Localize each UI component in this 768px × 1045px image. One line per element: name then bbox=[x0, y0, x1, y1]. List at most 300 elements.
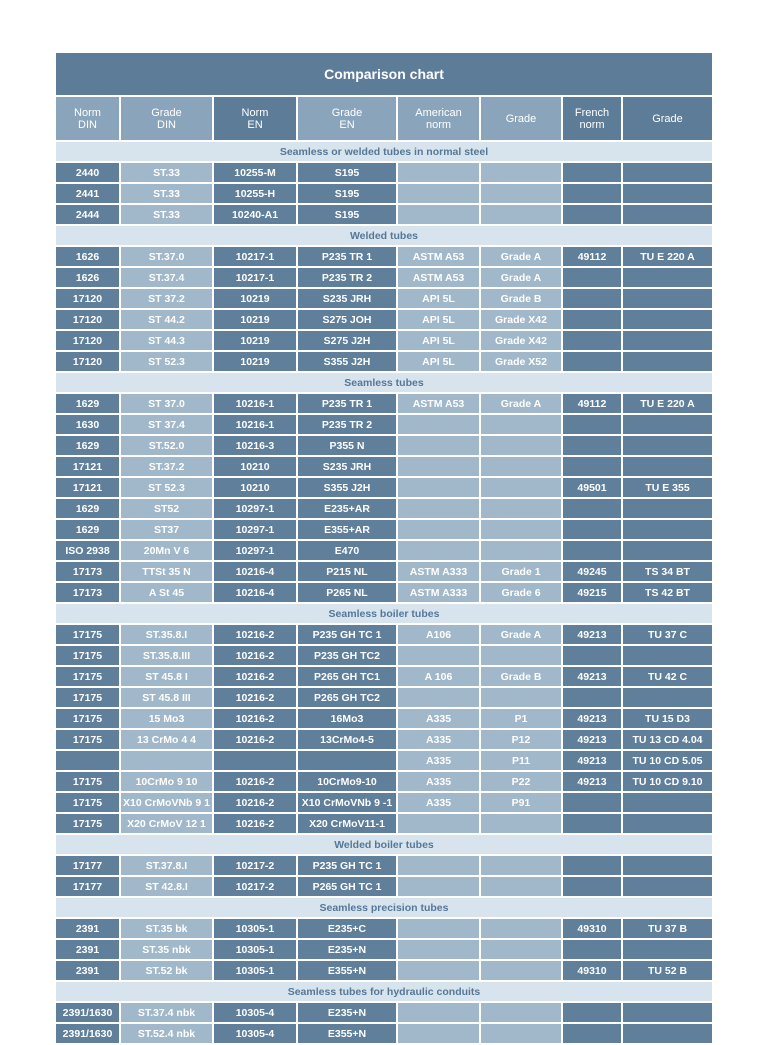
table-row bbox=[56, 561, 712, 582]
cell-grade-en: S275 JOH bbox=[297, 309, 397, 330]
table-row bbox=[56, 666, 712, 687]
cell-grade-en: S195 bbox=[297, 183, 397, 204]
cell-grade-en: P265 GH TC2 bbox=[297, 687, 397, 708]
cell-grade-en: 16Mo3 bbox=[297, 708, 397, 729]
cell-grade-en bbox=[297, 750, 397, 771]
cell-american-grade: Grade A bbox=[480, 624, 562, 645]
cell-norm-en: 10216-1 bbox=[213, 393, 297, 414]
header-french-grade: Grade bbox=[622, 97, 712, 141]
table-row bbox=[56, 624, 712, 645]
cell-grade-din: ST.33 bbox=[120, 183, 213, 204]
cell-grade-en: P235 TR 1 bbox=[297, 393, 397, 414]
section-header-row bbox=[56, 981, 712, 1002]
cell-norm-din: 17175 bbox=[56, 729, 120, 750]
cell-american-grade bbox=[480, 204, 562, 225]
cell-american-grade bbox=[480, 519, 562, 540]
cell-american-grade: P11 bbox=[480, 750, 562, 771]
cell-french-grade bbox=[622, 939, 712, 960]
table-row bbox=[56, 498, 712, 519]
cell-french-grade bbox=[622, 309, 712, 330]
cell-french-norm: 49213 bbox=[562, 750, 622, 771]
cell-grade-en: E235+N bbox=[297, 939, 397, 960]
cell-grade-en: 10CrMo9-10 bbox=[297, 771, 397, 792]
cell-norm-en: 10255-M bbox=[213, 162, 297, 183]
cell-american-norm: ASTM A53 bbox=[397, 246, 480, 267]
cell-norm-en: 10305-4 bbox=[213, 1023, 297, 1044]
cell-american-norm: A335 bbox=[397, 792, 480, 813]
cell-norm-en: 10216-2 bbox=[213, 645, 297, 666]
cell-french-grade bbox=[622, 183, 712, 204]
header-norm-din: Norm DIN bbox=[56, 97, 120, 141]
cell-american-norm bbox=[397, 645, 480, 666]
cell-norm-din: 2391 bbox=[56, 939, 120, 960]
cell-grade-en: 13CrMo4-5 bbox=[297, 729, 397, 750]
cell-grade-din: ST.37.0 bbox=[120, 246, 213, 267]
chart-title: Comparison chart bbox=[56, 53, 712, 97]
cell-norm-en: 10240-A1 bbox=[213, 204, 297, 225]
cell-norm-en: 10219 bbox=[213, 309, 297, 330]
cell-grade-en: S355 J2H bbox=[297, 477, 397, 498]
cell-french-grade bbox=[622, 330, 712, 351]
cell-norm-din: 2444 bbox=[56, 204, 120, 225]
cell-norm-din: 17175 bbox=[56, 792, 120, 813]
cell-grade-din: ST 44.2 bbox=[120, 309, 213, 330]
cell-french-norm bbox=[562, 498, 622, 519]
cell-french-grade bbox=[622, 204, 712, 225]
cell-american-grade bbox=[480, 540, 562, 561]
cell-norm-en: 10297-1 bbox=[213, 540, 297, 561]
cell-french-grade: TU 52 B bbox=[622, 960, 712, 981]
cell-norm-din: 2440 bbox=[56, 162, 120, 183]
cell-grade-din: ST.37.2 bbox=[120, 456, 213, 477]
cell-american-grade: Grade 6 bbox=[480, 582, 562, 603]
table-row bbox=[56, 645, 712, 666]
cell-french-norm bbox=[562, 267, 622, 288]
cell-norm-din: 17175 bbox=[56, 813, 120, 834]
cell-french-norm: 49112 bbox=[562, 246, 622, 267]
cell-grade-din bbox=[120, 750, 213, 771]
cell-norm-din: 17121 bbox=[56, 456, 120, 477]
table-row bbox=[56, 204, 712, 225]
cell-american-norm bbox=[397, 498, 480, 519]
cell-norm-en: 10216-2 bbox=[213, 708, 297, 729]
cell-french-norm bbox=[562, 813, 622, 834]
cell-american-grade: Grade B bbox=[480, 666, 562, 687]
cell-french-grade: TU E 355 bbox=[622, 477, 712, 498]
cell-grade-din: ST.35.8.III bbox=[120, 645, 213, 666]
cell-french-grade bbox=[622, 456, 712, 477]
table-row bbox=[56, 939, 712, 960]
table-row bbox=[56, 288, 712, 309]
cell-french-grade bbox=[622, 1023, 712, 1044]
table-row bbox=[56, 708, 712, 729]
cell-grade-en: P235 GH TC2 bbox=[297, 645, 397, 666]
cell-french-grade bbox=[622, 519, 712, 540]
cell-french-norm bbox=[562, 330, 622, 351]
cell-french-norm: 49501 bbox=[562, 477, 622, 498]
cell-french-norm bbox=[562, 351, 622, 372]
section-header-row bbox=[56, 372, 712, 393]
cell-norm-en: 10219 bbox=[213, 330, 297, 351]
cell-american-grade bbox=[480, 456, 562, 477]
table-row bbox=[56, 918, 712, 939]
cell-norm-din: 17173 bbox=[56, 582, 120, 603]
cell-grade-din: TTSt 35 N bbox=[120, 561, 213, 582]
table-row bbox=[56, 813, 712, 834]
cell-norm-en: 10219 bbox=[213, 288, 297, 309]
cell-norm-en: 10210 bbox=[213, 456, 297, 477]
cell-norm-en: 10216-2 bbox=[213, 729, 297, 750]
cell-american-grade: Grade A bbox=[480, 246, 562, 267]
cell-american-norm bbox=[397, 855, 480, 876]
section-header-row bbox=[56, 834, 712, 855]
cell-norm-din: 1626 bbox=[56, 267, 120, 288]
cell-grade-din: A St 45 bbox=[120, 582, 213, 603]
cell-french-norm bbox=[562, 645, 622, 666]
table-row bbox=[56, 162, 712, 183]
cell-grade-din: ST 37.4 bbox=[120, 414, 213, 435]
table-row bbox=[56, 246, 712, 267]
cell-french-norm bbox=[562, 204, 622, 225]
table-row bbox=[56, 393, 712, 414]
cell-grade-din: ST.35.8.I bbox=[120, 624, 213, 645]
cell-grade-en: P265 GH TC 1 bbox=[297, 876, 397, 897]
cell-norm-din: 2391 bbox=[56, 960, 120, 981]
cell-grade-din: ST 52.3 bbox=[120, 477, 213, 498]
table-row bbox=[56, 519, 712, 540]
cell-french-norm bbox=[562, 540, 622, 561]
cell-american-norm: API 5L bbox=[397, 330, 480, 351]
cell-grade-en: P265 GH TC1 bbox=[297, 666, 397, 687]
cell-norm-din: 17120 bbox=[56, 309, 120, 330]
cell-grade-din: ST 42.8.I bbox=[120, 876, 213, 897]
cell-american-grade bbox=[480, 477, 562, 498]
cell-grade-en: X10 CrMoVNb 9 -1 bbox=[297, 792, 397, 813]
cell-french-norm bbox=[562, 792, 622, 813]
cell-norm-din: 17177 bbox=[56, 855, 120, 876]
cell-american-grade bbox=[480, 1023, 562, 1044]
cell-american-norm: ASTM A333 bbox=[397, 582, 480, 603]
cell-american-grade: P12 bbox=[480, 729, 562, 750]
cell-norm-din: 17175 bbox=[56, 771, 120, 792]
cell-french-grade: TU E 220 A bbox=[622, 393, 712, 414]
cell-grade-din: ST.37.8.I bbox=[120, 855, 213, 876]
cell-grade-din: 20Mn V 6 bbox=[120, 540, 213, 561]
section-title: Seamless or welded tubes in normal steel bbox=[56, 141, 712, 162]
table-row bbox=[56, 855, 712, 876]
cell-american-norm bbox=[397, 687, 480, 708]
cell-french-grade: TS 42 BT bbox=[622, 582, 712, 603]
cell-american-grade: Grade X42 bbox=[480, 330, 562, 351]
table-row bbox=[56, 477, 712, 498]
cell-french-norm: 49213 bbox=[562, 708, 622, 729]
cell-american-norm bbox=[397, 876, 480, 897]
cell-grade-din: ST 37.2 bbox=[120, 288, 213, 309]
section-header-row bbox=[56, 897, 712, 918]
cell-american-grade bbox=[480, 813, 562, 834]
cell-norm-en: 10216-4 bbox=[213, 561, 297, 582]
cell-american-norm bbox=[397, 1023, 480, 1044]
cell-norm-din: 2441 bbox=[56, 183, 120, 204]
cell-french-norm: 49213 bbox=[562, 729, 622, 750]
cell-grade-din: ST37 bbox=[120, 519, 213, 540]
cell-norm-din: 2391 bbox=[56, 918, 120, 939]
section-header-row bbox=[56, 141, 712, 162]
cell-grade-en: S195 bbox=[297, 162, 397, 183]
cell-french-norm bbox=[562, 876, 622, 897]
cell-grade-din: 15 Mo3 bbox=[120, 708, 213, 729]
cell-grade-din: ST.52.0 bbox=[120, 435, 213, 456]
cell-french-grade bbox=[622, 267, 712, 288]
cell-french-norm: 49310 bbox=[562, 960, 622, 981]
comparison-table bbox=[56, 97, 712, 1045]
cell-norm-din: 17173 bbox=[56, 561, 120, 582]
table-row bbox=[56, 582, 712, 603]
cell-grade-din: X10 CrMoVNb 9 1 bbox=[120, 792, 213, 813]
cell-french-grade bbox=[622, 498, 712, 519]
cell-grade-en: E470 bbox=[297, 540, 397, 561]
cell-norm-en: 10217-1 bbox=[213, 246, 297, 267]
cell-american-norm: A 106 bbox=[397, 666, 480, 687]
cell-norm-din: 1629 bbox=[56, 498, 120, 519]
cell-norm-din: 1629 bbox=[56, 435, 120, 456]
cell-american-grade: P91 bbox=[480, 792, 562, 813]
cell-american-grade: Grade A bbox=[480, 393, 562, 414]
cell-french-grade bbox=[622, 288, 712, 309]
cell-american-norm: A335 bbox=[397, 771, 480, 792]
cell-grade-din: ST.33 bbox=[120, 204, 213, 225]
cell-american-norm bbox=[397, 456, 480, 477]
cell-french-norm bbox=[562, 519, 622, 540]
cell-american-grade bbox=[480, 645, 562, 666]
cell-french-norm: 49213 bbox=[562, 771, 622, 792]
section-header-row bbox=[56, 603, 712, 624]
header-norm-en: Norm EN bbox=[213, 97, 297, 141]
cell-norm-en: 10217-1 bbox=[213, 267, 297, 288]
cell-grade-din: X20 CrMoV 12 1 bbox=[120, 813, 213, 834]
cell-norm-en: 10305-1 bbox=[213, 918, 297, 939]
cell-french-norm bbox=[562, 183, 622, 204]
cell-norm-din: 1626 bbox=[56, 246, 120, 267]
cell-norm-din: ISO 2938 bbox=[56, 540, 120, 561]
cell-norm-din: 17120 bbox=[56, 351, 120, 372]
section-title: Seamless tubes bbox=[56, 372, 712, 393]
cell-grade-en: E235+N bbox=[297, 1002, 397, 1023]
table-row bbox=[56, 183, 712, 204]
table-row bbox=[56, 729, 712, 750]
cell-american-grade bbox=[480, 1002, 562, 1023]
cell-french-norm bbox=[562, 1023, 622, 1044]
cell-american-norm bbox=[397, 162, 480, 183]
cell-grade-din: ST.37.4 bbox=[120, 267, 213, 288]
cell-grade-din: ST.33 bbox=[120, 162, 213, 183]
cell-grade-din: ST.52.4 nbk bbox=[120, 1023, 213, 1044]
cell-grade-en: S235 JRH bbox=[297, 456, 397, 477]
cell-french-norm bbox=[562, 855, 622, 876]
cell-norm-en: 10297-1 bbox=[213, 519, 297, 540]
cell-american-norm bbox=[397, 813, 480, 834]
cell-american-norm bbox=[397, 519, 480, 540]
table-row bbox=[56, 1002, 712, 1023]
cell-american-grade: Grade B bbox=[480, 288, 562, 309]
cell-grade-din: ST52 bbox=[120, 498, 213, 519]
cell-norm-din: 17120 bbox=[56, 330, 120, 351]
table-row bbox=[56, 687, 712, 708]
cell-american-norm: A335 bbox=[397, 750, 480, 771]
cell-norm-din: 17175 bbox=[56, 645, 120, 666]
cell-french-grade bbox=[622, 1002, 712, 1023]
cell-grade-en: P235 GH TC 1 bbox=[297, 624, 397, 645]
cell-american-grade bbox=[480, 687, 562, 708]
cell-american-grade: Grade A bbox=[480, 267, 562, 288]
cell-norm-en: 10216-2 bbox=[213, 666, 297, 687]
cell-american-grade bbox=[480, 183, 562, 204]
cell-norm-en: 10219 bbox=[213, 351, 297, 372]
cell-norm-din: 2391/1630 bbox=[56, 1002, 120, 1023]
cell-american-norm bbox=[397, 414, 480, 435]
cell-french-grade bbox=[622, 876, 712, 897]
table-row bbox=[56, 792, 712, 813]
table-row bbox=[56, 456, 712, 477]
cell-american-grade bbox=[480, 855, 562, 876]
cell-norm-en: 10216-2 bbox=[213, 687, 297, 708]
cell-grade-din: ST 45.8 I bbox=[120, 666, 213, 687]
cell-norm-en: 10210 bbox=[213, 477, 297, 498]
cell-norm-din: 17175 bbox=[56, 687, 120, 708]
table-row bbox=[56, 351, 712, 372]
cell-grade-en: E355+AR bbox=[297, 519, 397, 540]
cell-american-norm bbox=[397, 477, 480, 498]
cell-norm-din: 17177 bbox=[56, 876, 120, 897]
cell-american-norm: ASTM A53 bbox=[397, 393, 480, 414]
cell-american-grade bbox=[480, 162, 562, 183]
table-row bbox=[56, 267, 712, 288]
cell-french-grade bbox=[622, 414, 712, 435]
cell-french-norm bbox=[562, 162, 622, 183]
header-american-norm: American norm bbox=[397, 97, 480, 141]
cell-grade-din: ST.37.4 nbk bbox=[120, 1002, 213, 1023]
cell-american-norm: API 5L bbox=[397, 351, 480, 372]
cell-french-grade: TU 37 C bbox=[622, 624, 712, 645]
section-title: Seamless precision tubes bbox=[56, 897, 712, 918]
cell-french-grade bbox=[622, 792, 712, 813]
cell-grade-en: P235 TR 2 bbox=[297, 267, 397, 288]
cell-norm-en: 10216-2 bbox=[213, 813, 297, 834]
cell-norm-din: 17175 bbox=[56, 708, 120, 729]
header-american-grade: Grade bbox=[480, 97, 562, 141]
cell-grade-en: S275 J2H bbox=[297, 330, 397, 351]
cell-american-grade bbox=[480, 918, 562, 939]
cell-american-norm bbox=[397, 918, 480, 939]
cell-norm-din: 1630 bbox=[56, 414, 120, 435]
cell-french-norm bbox=[562, 687, 622, 708]
cell-american-norm: A106 bbox=[397, 624, 480, 645]
cell-grade-din: 13 CrMo 4 4 bbox=[120, 729, 213, 750]
table-row bbox=[56, 960, 712, 981]
cell-grade-en: P355 N bbox=[297, 435, 397, 456]
cell-norm-en: 10305-1 bbox=[213, 939, 297, 960]
cell-french-grade bbox=[622, 687, 712, 708]
cell-american-norm: A335 bbox=[397, 729, 480, 750]
cell-norm-din: 17175 bbox=[56, 666, 120, 687]
cell-french-grade bbox=[622, 540, 712, 561]
cell-french-grade bbox=[622, 351, 712, 372]
cell-french-grade: TU 15 D3 bbox=[622, 708, 712, 729]
cell-norm-en: 10305-4 bbox=[213, 1002, 297, 1023]
cell-american-norm: A335 bbox=[397, 708, 480, 729]
cell-french-norm bbox=[562, 288, 622, 309]
cell-norm-din bbox=[56, 750, 120, 771]
cell-grade-din: 10CrMo 9 10 bbox=[120, 771, 213, 792]
cell-norm-en: 10297-1 bbox=[213, 498, 297, 519]
table-row bbox=[56, 750, 712, 771]
cell-american-grade bbox=[480, 435, 562, 456]
cell-american-norm: ASTM A53 bbox=[397, 267, 480, 288]
cell-american-grade bbox=[480, 960, 562, 981]
cell-french-norm: 49215 bbox=[562, 582, 622, 603]
cell-norm-din: 1629 bbox=[56, 519, 120, 540]
cell-norm-din: 1629 bbox=[56, 393, 120, 414]
cell-american-norm: ASTM A333 bbox=[397, 561, 480, 582]
cell-french-grade: TU 42 C bbox=[622, 666, 712, 687]
cell-american-grade bbox=[480, 939, 562, 960]
table-row bbox=[56, 330, 712, 351]
cell-american-norm bbox=[397, 183, 480, 204]
section-header-row bbox=[56, 225, 712, 246]
cell-grade-din: ST 45.8 III bbox=[120, 687, 213, 708]
header-french-norm: French norm bbox=[562, 97, 622, 141]
table-row bbox=[56, 876, 712, 897]
cell-american-grade bbox=[480, 876, 562, 897]
cell-french-grade: TU 37 B bbox=[622, 918, 712, 939]
cell-french-grade bbox=[622, 855, 712, 876]
header-row bbox=[56, 97, 712, 141]
section-title: Welded boiler tubes bbox=[56, 834, 712, 855]
cell-grade-en: E355+N bbox=[297, 1023, 397, 1044]
cell-french-grade: TU 10 CD 5.05 bbox=[622, 750, 712, 771]
cell-american-grade: Grade X42 bbox=[480, 309, 562, 330]
table-body bbox=[56, 141, 712, 1044]
cell-american-grade bbox=[480, 414, 562, 435]
cell-american-grade: P1 bbox=[480, 708, 562, 729]
cell-french-norm: 49213 bbox=[562, 624, 622, 645]
cell-french-norm bbox=[562, 456, 622, 477]
cell-american-grade: Grade X52 bbox=[480, 351, 562, 372]
cell-grade-en: E355+N bbox=[297, 960, 397, 981]
cell-american-norm bbox=[397, 1002, 480, 1023]
cell-american-norm bbox=[397, 540, 480, 561]
cell-norm-en: 10217-2 bbox=[213, 876, 297, 897]
cell-american-grade bbox=[480, 498, 562, 519]
cell-american-norm bbox=[397, 960, 480, 981]
cell-grade-din: ST.35 nbk bbox=[120, 939, 213, 960]
header-grade-en: Grade EN bbox=[297, 97, 397, 141]
cell-american-norm: API 5L bbox=[397, 309, 480, 330]
cell-grade-en: S235 JRH bbox=[297, 288, 397, 309]
section-title: Seamless boiler tubes bbox=[56, 603, 712, 624]
cell-grade-en: S195 bbox=[297, 204, 397, 225]
cell-french-grade bbox=[622, 435, 712, 456]
table-row bbox=[56, 414, 712, 435]
cell-grade-en: P215 NL bbox=[297, 561, 397, 582]
cell-french-norm: 49310 bbox=[562, 918, 622, 939]
cell-norm-en: 10216-2 bbox=[213, 792, 297, 813]
cell-french-norm bbox=[562, 1002, 622, 1023]
cell-french-grade: TU 10 CD 9.10 bbox=[622, 771, 712, 792]
cell-grade-en: P235 TR 2 bbox=[297, 414, 397, 435]
section-title: Welded tubes bbox=[56, 225, 712, 246]
table-row bbox=[56, 1023, 712, 1044]
